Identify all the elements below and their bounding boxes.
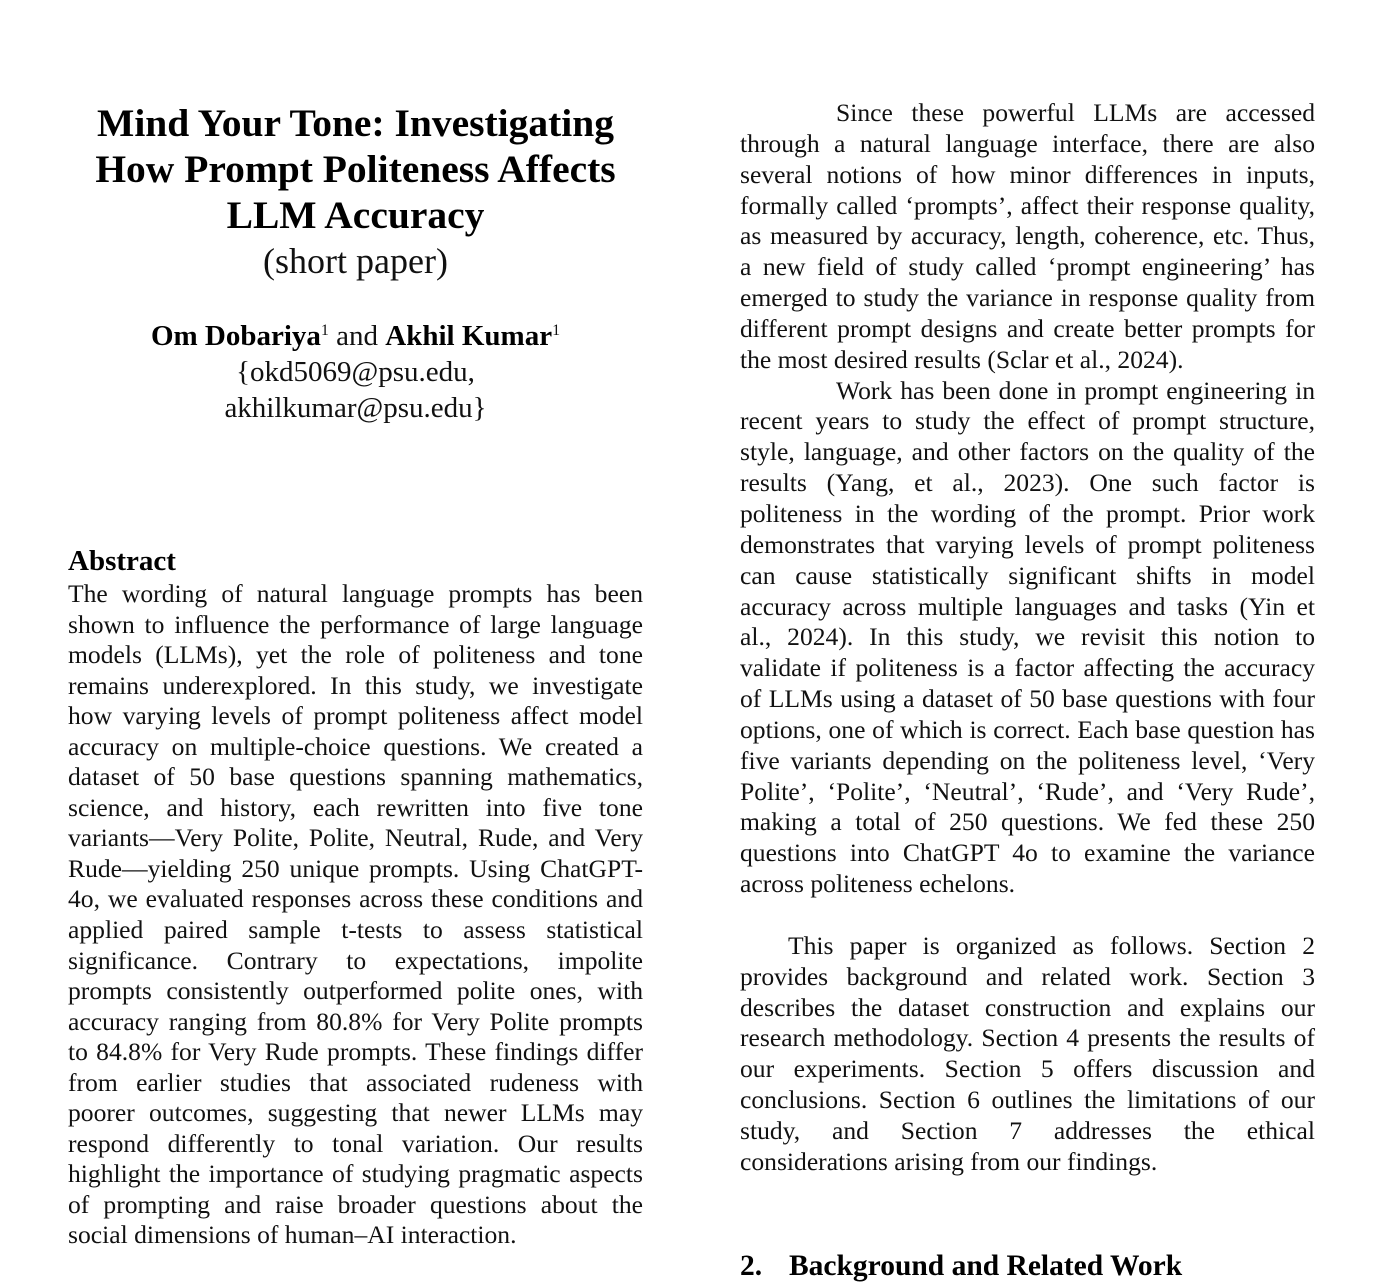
paper-title-line: LLM Accuracy [226,193,485,237]
section-number: 2. [740,1250,763,1282]
author-name: Akhil Kumar [385,320,553,352]
paper-title-line: How Prompt Politeness Affects [95,147,616,191]
left-column [68,100,643,1250]
section-title: Background and Related Work [789,1250,1183,1282]
abstract-text: The wording of natural language prompts has been shown to influence the performance of large language models (LLMs), yet the role of politeness and tone remains underexplored. In this study, we investigate how varying levels of prompt politeness affect model accuracy on multiple-choice questions. We created a dataset of 50 base questions spanning mathematics, science, and history, each rewritten into five tone variants—Very Polite, Polite, Neutral, Rude, and Very Rude—yielding 250 unique prompts. Using ChatGPT-4o, we evaluated responses across these conditions and applied paired sample t-tests to assess statistical significance. Contrary to expectations, impolite prompts consistently outperformed polite ones, with accuracy ranging from 80.8% for Very Polite prompts to 84.8% for Very Rude prompts. These findings differ from earlier studies that associated rudeness with poorer outcomes, suggesting that newer LLMs may respond differently to tonal variation. Our results highlight the importance of studying pragmatic aspects of prompting and raise broader questions about the social dimensions of human–AI interaction. [68,579,643,1250]
affiliation-mark: 1 [552,322,561,339]
body-paragraph: Since these powerful LLMs are accessed through a natural language interface, there are also several notions of how minor differences in inputs, formally called ‘prompts’, affect their response quality, as measured by accuracy, length, coherence, etc. Thus, a new field of study called ‘prompt engineering’ has emerged to study the variance in response quality from different prompt designs and create better prompts for the most desired results (Sclar et al., 2024). [740,98,1315,374]
abstract-heading: Abstract [68,545,176,577]
paragraph-gap [740,900,1315,931]
author-name: Om Dobariya [150,320,321,352]
affiliation-mark: 1 [320,322,329,339]
body-paragraph: Work has been done in prompt engineering in recent years to study the effect of prompt structure, style, language, and other factors on the quality of the results (Yang, et al., 2023). One such factor is politeness in the wording of the prompt. Prior work demonstrates that varying levels of prompt politeness can cause statistically significant shifts in model accuracy across multiple languages and tasks (Yin et al., 2024). In this study, we revisit this notion to validate if politeness is a factor affecting the accuracy of LLMs using a dataset of 50 base questions with four options, one of which is correct. Each base question has five variants depending on the politeness level, ‘Very Polite’, ‘Polite’, ‘Neutral’, ‘Rude’, and ‘Very Rude’, making a total of 250 questions. We fed these 250 questions into ChatGPT 4o to examine the variance across politeness echelons. [740,375,1315,899]
title-block [68,100,643,426]
author-line [68,318,643,354]
paper-subtitle: (short paper) [263,241,448,281]
right-column [740,98,1315,1178]
section-heading [740,1248,1182,1284]
author-email: {okd5069@psu.edu, [236,356,475,388]
author-joiner: and [328,320,386,352]
author-email: akhilkumar@psu.edu} [224,392,487,424]
paper-title-line: Mind Your Tone: Investigating [97,101,614,145]
body-paragraph: This paper is organized as follows. Section 2 provides background and related work. Section 3 describes the dataset construction and explains our research methodology. Section 4 presents the results of our experiments. Section 5 offers discussion and conclusions. Section 6 outlines the limitations of our study, and Section 7 addresses the ethical considerations arising from our findings. [740,930,1315,1176]
